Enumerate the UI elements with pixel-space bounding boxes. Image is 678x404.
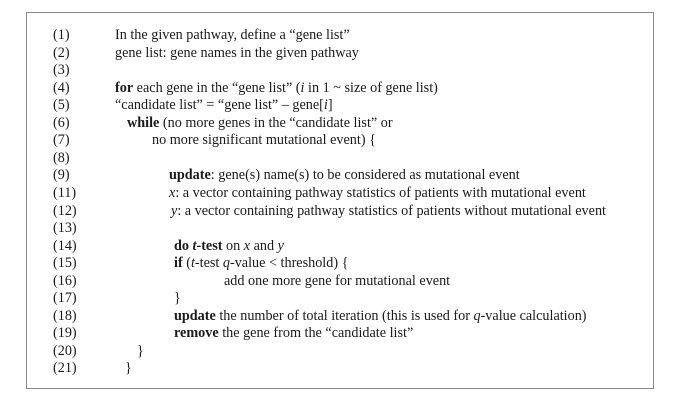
line-number: (8) bbox=[53, 149, 70, 166]
text: “candidate list” = “gene list” – gene[ bbox=[115, 97, 324, 114]
code-text bbox=[125, 360, 132, 377]
line-number: (14) bbox=[53, 237, 77, 254]
code-text bbox=[174, 308, 587, 325]
text: gene list: gene names in the given pathway bbox=[115, 44, 359, 61]
line-number: (20) bbox=[53, 342, 77, 359]
text: each gene in the “gene list” ( bbox=[133, 79, 301, 96]
line-number: (11) bbox=[53, 184, 77, 201]
keyword: remove bbox=[174, 325, 219, 342]
text: -value calculation) bbox=[480, 307, 587, 324]
line-number: (4) bbox=[53, 79, 70, 96]
text: the gene from the “candidate list” bbox=[218, 325, 414, 342]
text: on bbox=[222, 237, 244, 254]
text: ] bbox=[327, 97, 333, 114]
code-text bbox=[115, 27, 350, 44]
line-number: (2) bbox=[53, 44, 70, 61]
line-number: (16) bbox=[53, 272, 77, 289]
code-text bbox=[115, 45, 359, 62]
code-text bbox=[174, 325, 413, 342]
keyword: while bbox=[127, 114, 160, 131]
line-number: (21) bbox=[53, 360, 77, 377]
variable: y bbox=[277, 237, 284, 254]
keyword: update bbox=[174, 307, 216, 324]
line-number: (13) bbox=[53, 220, 77, 237]
text: in 1 ~ size of gene list) bbox=[304, 79, 438, 96]
variable: t bbox=[190, 255, 195, 272]
line-number: (15) bbox=[53, 255, 77, 272]
text: } bbox=[125, 360, 132, 377]
code-text bbox=[224, 273, 450, 290]
line-number: (9) bbox=[53, 167, 70, 184]
keyword: t bbox=[192, 237, 197, 254]
keyword: for bbox=[115, 79, 134, 96]
variable: x bbox=[169, 184, 176, 201]
line-number: (17) bbox=[53, 290, 77, 307]
code-text bbox=[169, 185, 586, 202]
variable: i bbox=[300, 79, 305, 96]
text: } bbox=[137, 342, 144, 359]
text: (no more genes in the “candidate list” or bbox=[159, 114, 393, 131]
line-number: (18) bbox=[53, 307, 77, 324]
text: } bbox=[174, 290, 181, 307]
keyword: do bbox=[174, 237, 193, 254]
line-number: (5) bbox=[53, 97, 70, 114]
line-number: (12) bbox=[53, 202, 77, 219]
code-text bbox=[174, 238, 284, 255]
code-text bbox=[115, 80, 438, 97]
code-text bbox=[115, 97, 333, 114]
text: -test bbox=[194, 255, 223, 272]
variable: q bbox=[222, 255, 230, 272]
keyword: update bbox=[169, 167, 211, 184]
text: : a vector containing pathway statistics of patients with mutational event bbox=[175, 184, 586, 201]
code-text bbox=[174, 290, 181, 307]
text: the number of total iteration (this is used for bbox=[215, 307, 474, 324]
line-number: (3) bbox=[53, 62, 70, 79]
text: add one more gene for mutational event bbox=[224, 272, 451, 289]
text: -value < threshold) { bbox=[229, 255, 349, 272]
keyword: if bbox=[174, 255, 183, 272]
code-text bbox=[174, 255, 348, 272]
text: ( bbox=[182, 255, 191, 272]
text: no more significant mutational event) { bbox=[152, 132, 376, 149]
text: and bbox=[250, 237, 278, 254]
line-number: (19) bbox=[53, 325, 77, 342]
keyword: -test bbox=[196, 237, 223, 254]
code-text bbox=[127, 115, 393, 132]
variable: q bbox=[473, 307, 481, 324]
text: In the given pathway, define a “gene list” bbox=[115, 27, 350, 43]
line-number: (7) bbox=[53, 132, 70, 149]
variable: i bbox=[323, 97, 328, 114]
text: : a vector containing pathway statistics of patients without mutational event bbox=[177, 202, 606, 219]
code-text bbox=[171, 203, 606, 220]
variable: y bbox=[171, 202, 178, 219]
code-text bbox=[169, 167, 520, 184]
line-number: (6) bbox=[53, 114, 70, 131]
code-text bbox=[152, 132, 376, 149]
code-text bbox=[137, 343, 144, 360]
line-number: (1) bbox=[53, 27, 70, 43]
text: : gene(s) name(s) to be considered as mutational event bbox=[210, 167, 520, 184]
variable: x bbox=[243, 237, 251, 254]
